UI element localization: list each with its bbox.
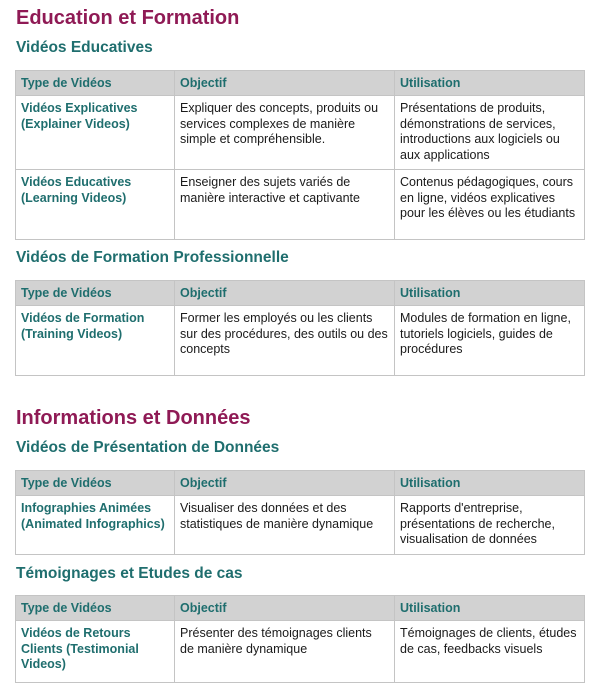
column-header-objectif: Objectif (175, 281, 395, 306)
column-header-utilisation: Utilisation (395, 596, 585, 621)
table-row (16, 496, 585, 555)
cell-objectif: Enseigner des sujets variés de manière interactive et captivante (175, 170, 395, 240)
cell-video-type: Vidéos de Retours Clients (Testimonial Videos) (16, 621, 175, 683)
table-videos-educatives (15, 70, 585, 240)
table-header-row (16, 471, 585, 496)
cell-video-type: Infographies Animées (Animated Infographics) (16, 496, 175, 555)
table-row (16, 96, 585, 170)
column-header-objectif: Objectif (175, 71, 395, 96)
cell-objectif: Présenter des témoignages clients de manière dynamique (175, 621, 395, 683)
section-title-informations: Informations et Données (16, 407, 251, 429)
column-header-objectif: Objectif (175, 596, 395, 621)
column-header-objectif: Objectif (175, 471, 395, 496)
cell-utilisation: Témoignages de clients, études de cas, feedbacks visuels (395, 621, 585, 683)
section-title-education: Education et Formation (16, 7, 240, 29)
table-formation-professionnelle (15, 280, 585, 376)
column-header-type: Type de Vidéos (16, 71, 175, 96)
cell-objectif: Visualiser des données et des statistiques de manière dynamique (175, 496, 395, 555)
table-row (16, 306, 585, 376)
subsection-title-formation-professionnelle: Vidéos de Formation Professionnelle (16, 249, 289, 266)
cell-video-type: Vidéos Explicatives (Explainer Videos) (16, 96, 175, 170)
cell-utilisation: Modules de formation en ligne, tutoriels logiciels, guides de procédures (395, 306, 585, 376)
subsection-title-temoignages: Témoignages et Etudes de cas (16, 565, 243, 582)
cell-video-type: Vidéos Educatives (Learning Videos) (16, 170, 175, 240)
table-temoignages (15, 595, 585, 683)
cell-video-type: Vidéos de Formation (Training Videos) (16, 306, 175, 376)
column-header-utilisation: Utilisation (395, 71, 585, 96)
subsection-title-videos-educatives: Vidéos Educatives (16, 39, 153, 56)
cell-objectif: Former les employés ou les clients sur des procédures, des outils ou des concepts (175, 306, 395, 376)
table-header-row (16, 596, 585, 621)
column-header-utilisation: Utilisation (395, 281, 585, 306)
column-header-type: Type de Vidéos (16, 281, 175, 306)
table-header-row (16, 281, 585, 306)
table-header-row (16, 71, 585, 96)
cell-objectif: Expliquer des concepts, produits ou services complexes de manière simple et compréhensible. (175, 96, 395, 170)
column-header-type: Type de Vidéos (16, 596, 175, 621)
table-row (16, 170, 585, 240)
cell-utilisation: Présentations de produits, démonstrations de services, introductions aux logiciels ou aux applications (395, 96, 585, 170)
table-presentation-donnees (15, 470, 585, 555)
cell-utilisation: Contenus pédagogiques, cours en ligne, vidéos explicatives pour les élèves ou les étudiants (395, 170, 585, 240)
subsection-title-presentation-donnees: Vidéos de Présentation de Données (16, 439, 280, 456)
table-row (16, 621, 585, 683)
column-header-type: Type de Vidéos (16, 471, 175, 496)
column-header-utilisation: Utilisation (395, 471, 585, 496)
cell-utilisation: Rapports d'entreprise, présentations de recherche, visualisation de données (395, 496, 585, 555)
